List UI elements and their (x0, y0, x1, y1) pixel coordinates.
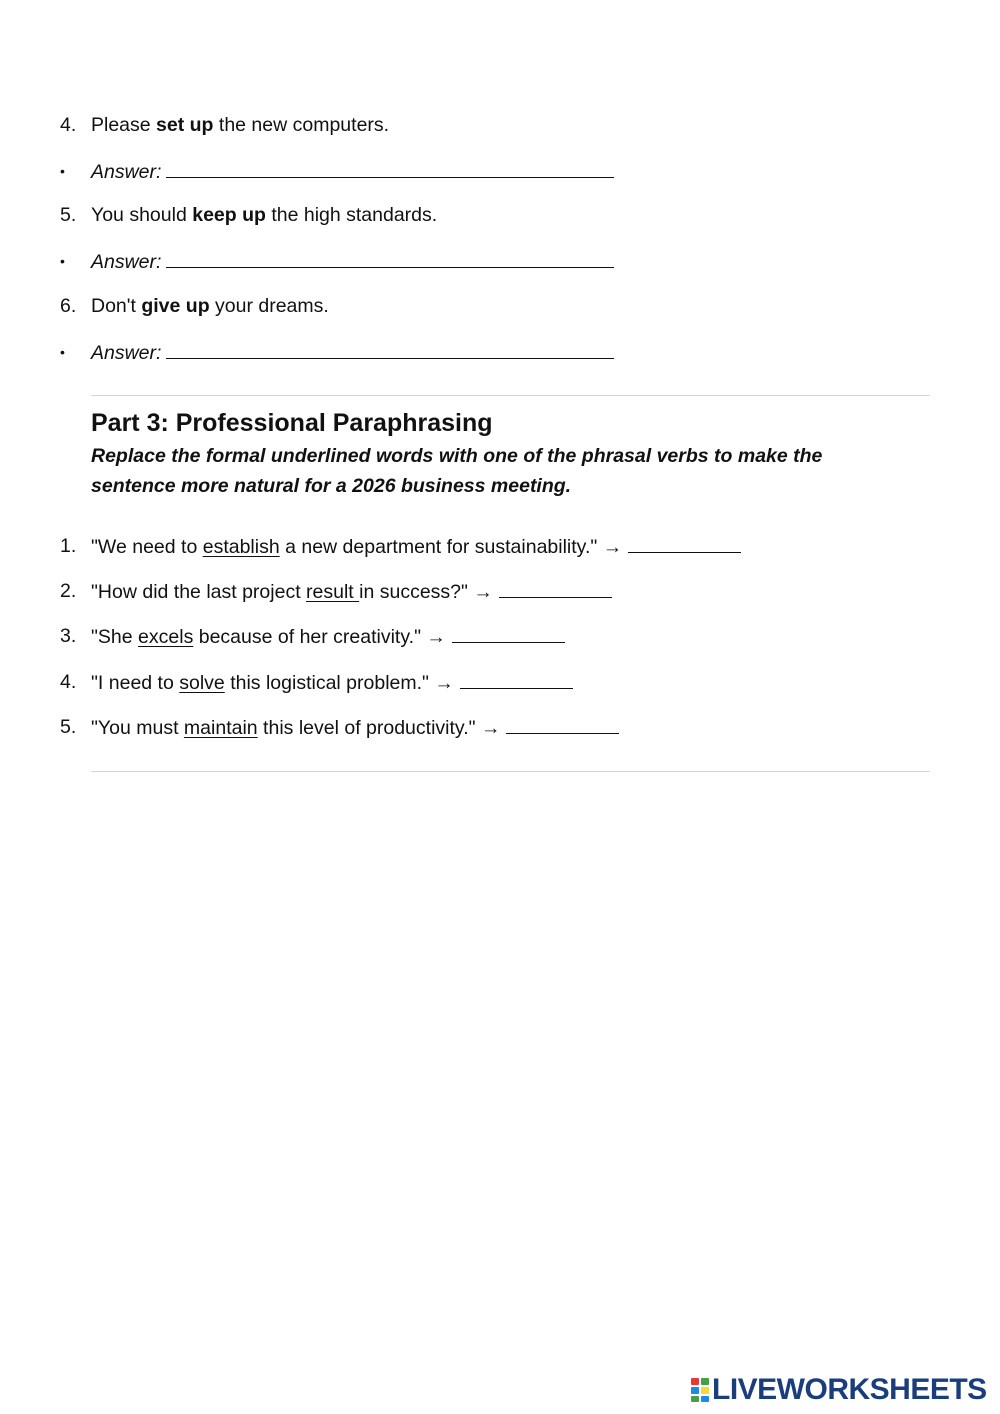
phrasal-verb: give up (141, 295, 210, 317)
item-number: 4. (60, 114, 77, 136)
logo-square-1 (691, 1378, 699, 1385)
instruction-line: sentence more natural for a 2026 business meeting. (91, 475, 572, 497)
logo-square-6 (701, 1396, 709, 1402)
section-divider (91, 771, 930, 772)
item-number: 5. (60, 204, 77, 226)
section-heading: Part 3: Professional Paraphrasing (91, 409, 493, 437)
question-text: You should keep up the high standards. (91, 204, 438, 226)
underlined-word: solve (179, 672, 225, 694)
bullet-icon: • (60, 253, 65, 269)
item-number: 1. (60, 535, 77, 557)
liveworksheets-logo (690, 1374, 987, 1406)
item-number: 2. (60, 580, 77, 602)
answer-blank[interactable] (166, 249, 614, 268)
instruction-line: Replace the formal underlined words with one of the phrasal verbs to make the (91, 445, 823, 467)
logo-mark-icon (690, 1377, 710, 1403)
underlined-word: establish (202, 536, 280, 558)
answer-label: Answer: (91, 161, 162, 183)
logo-square-2 (701, 1378, 709, 1385)
logo-text: LIVEWORKSHEETS (712, 1373, 987, 1406)
item-number: 3. (60, 625, 77, 647)
phrasal-verb: set up (156, 114, 214, 136)
answer-blank[interactable] (506, 715, 619, 734)
underlined-word: maintain (183, 717, 258, 739)
answer-label: Answer: (91, 251, 162, 273)
answer-label: Answer: (91, 342, 162, 364)
bullet-icon: • (60, 163, 65, 179)
answer-blank[interactable] (460, 670, 573, 689)
phrasal-verb: keep up (192, 204, 266, 226)
question-text: Please set up the new computers. (91, 114, 390, 136)
answer-blank[interactable] (166, 340, 614, 359)
underlined-word: excels (138, 626, 194, 648)
answer-blank[interactable] (628, 534, 741, 553)
section-divider (91, 395, 930, 396)
answer-blank[interactable] (166, 159, 614, 178)
bullet-icon: • (60, 344, 65, 360)
logo-square-5 (691, 1396, 699, 1402)
item-number: 5. (60, 716, 77, 738)
answer-blank[interactable] (452, 624, 565, 643)
question-text: Don't give up your dreams. (91, 295, 329, 317)
underlined-word: result (306, 581, 360, 603)
answer-blank[interactable] (499, 579, 612, 598)
item-number: 6. (60, 295, 77, 317)
logo-square-4 (701, 1387, 709, 1394)
logo-square-3 (691, 1387, 699, 1394)
item-number: 4. (60, 671, 77, 693)
